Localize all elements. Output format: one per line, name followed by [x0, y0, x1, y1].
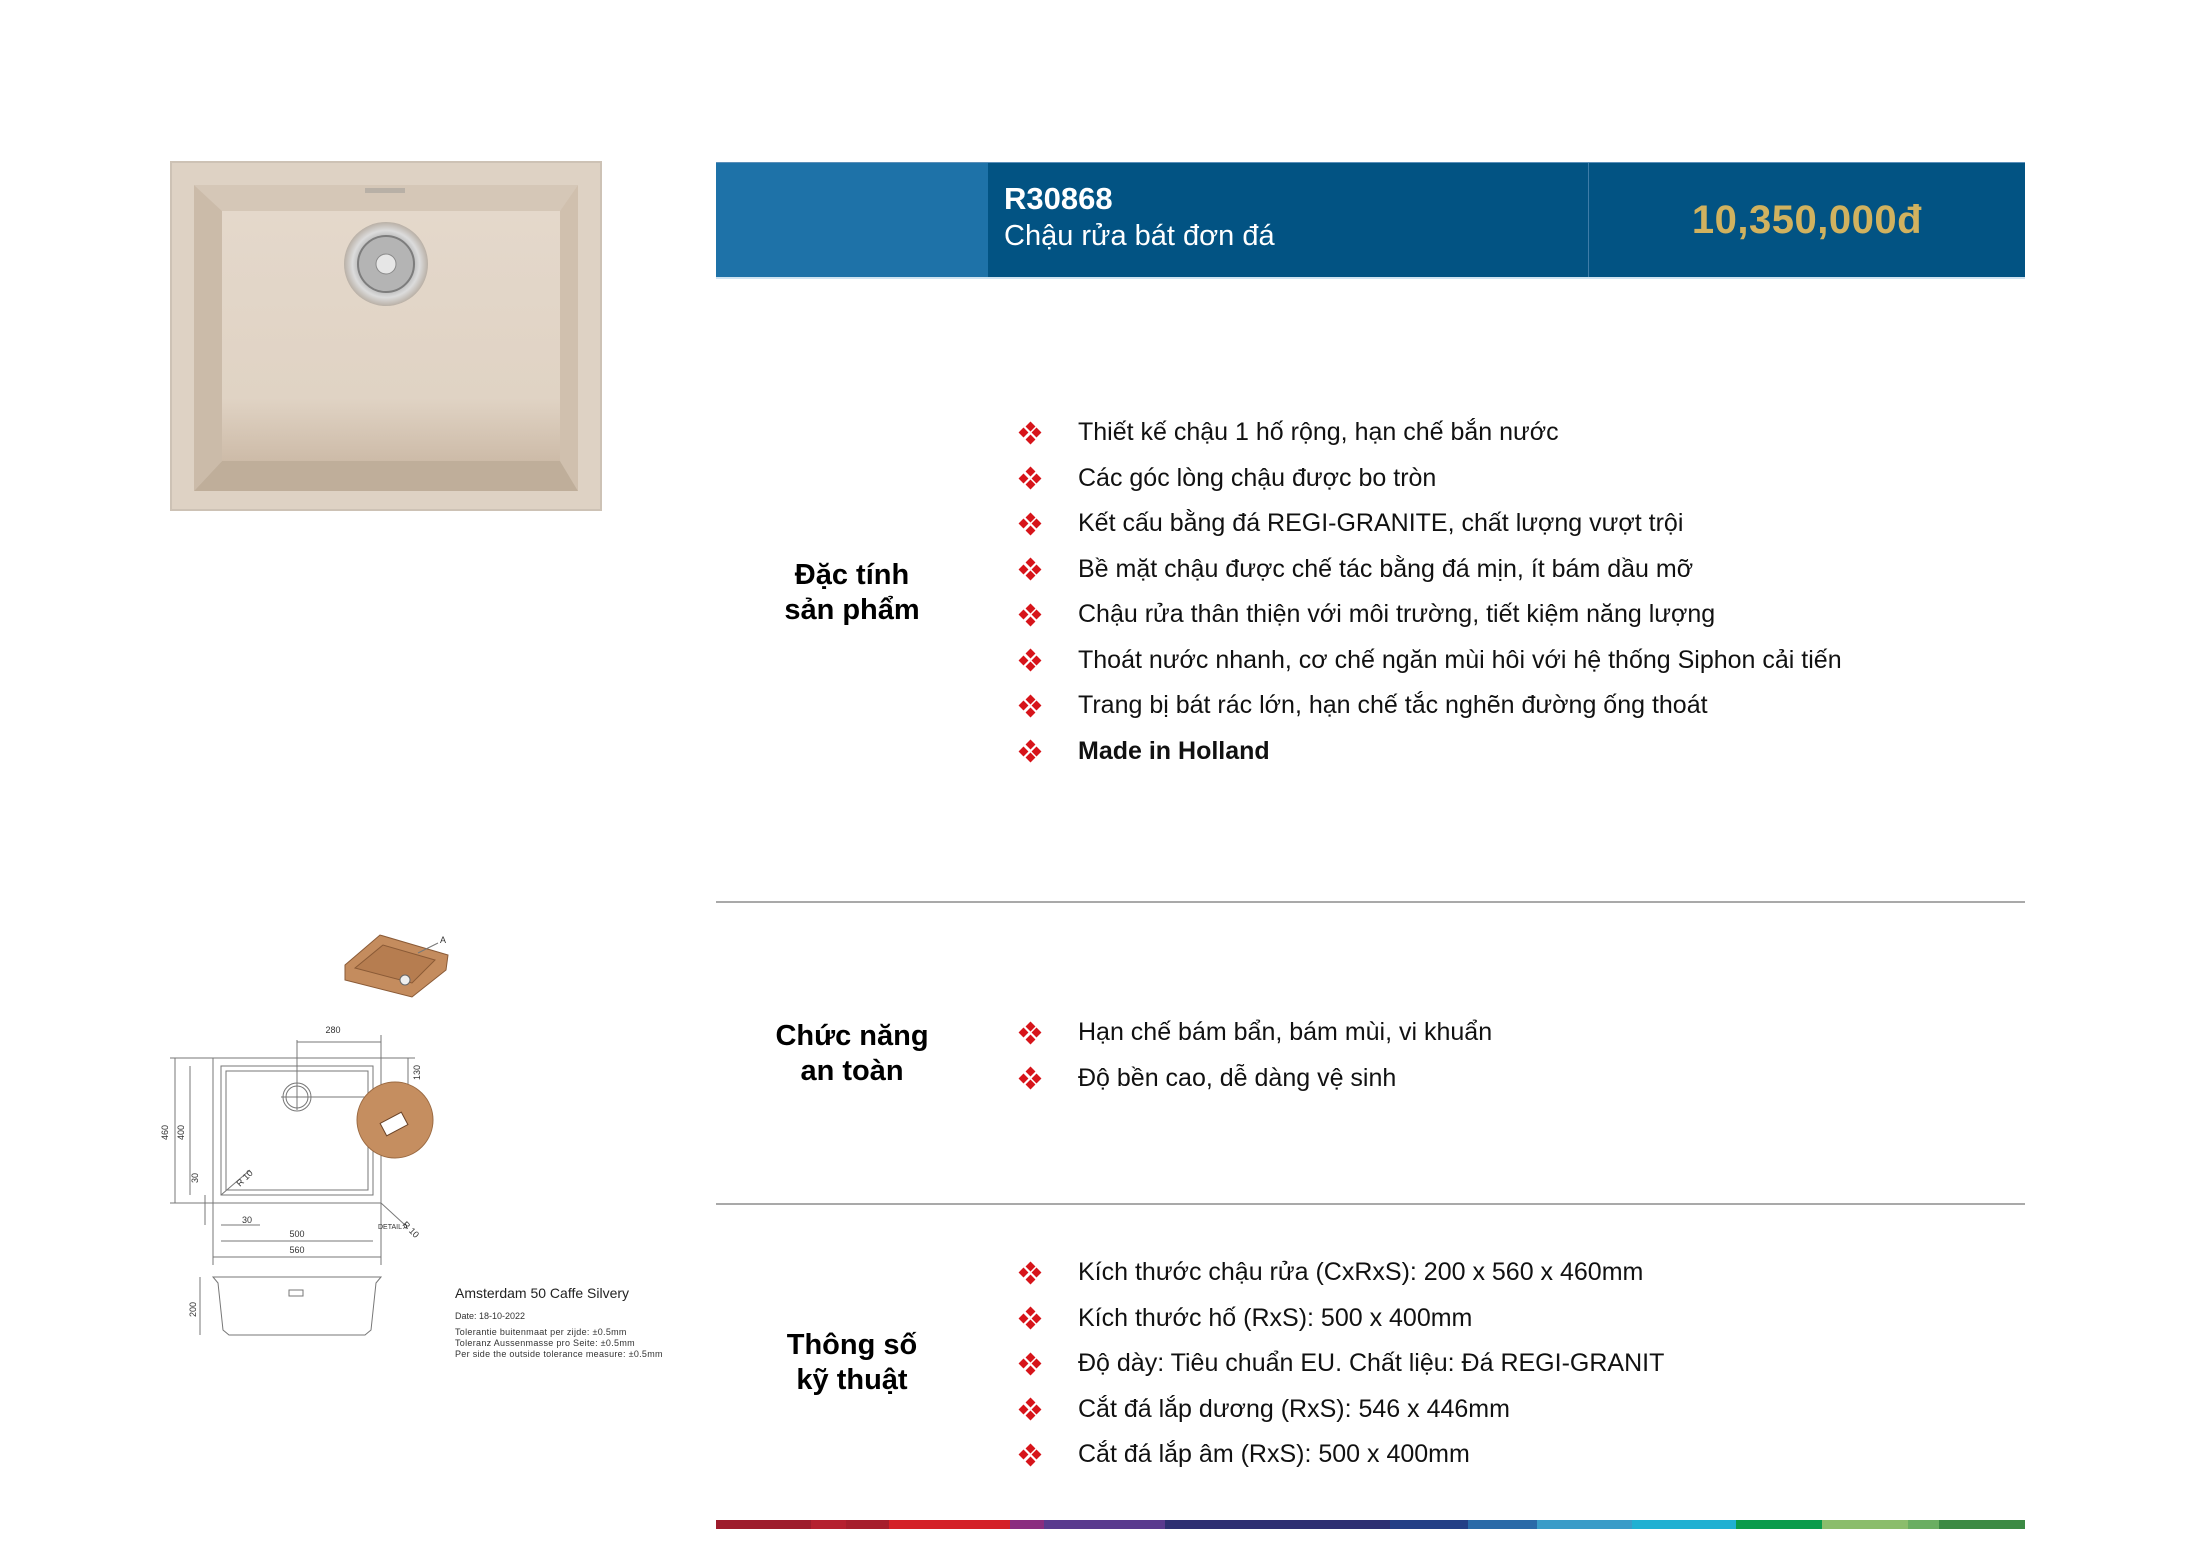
svg-text:R 10: R 10	[234, 1167, 255, 1189]
specs-list	[1018, 1250, 1664, 1478]
section-label-line: Chức năng	[775, 1020, 929, 1052]
svg-text:200: 200	[188, 1301, 198, 1317]
diamond-bullet-icon	[1020, 605, 1040, 625]
svg-text:560: 560	[289, 1245, 305, 1255]
origin-text: Made in Holland	[1078, 736, 1270, 765]
list-item: Độ bền cao, dễ dàng vệ sinh	[1018, 1056, 1492, 1102]
header-title-cell	[988, 163, 1589, 277]
header-price-cell	[1589, 163, 2025, 277]
svg-text:30: 30	[242, 1215, 253, 1225]
safety-list	[1018, 1010, 1492, 1101]
list-item: Hạn chế bám bẩn, bám mùi, vi khuẩn	[1018, 1010, 1492, 1056]
list-item	[1018, 729, 1842, 775]
header-accent-band	[716, 163, 988, 277]
product-name: Chậu rửa bát đơn đá	[1004, 220, 1275, 252]
section-label-line: an toàn	[800, 1055, 904, 1087]
diamond-bullet-icon	[1020, 1354, 1040, 1374]
diamond-bullet-icon	[1020, 514, 1040, 534]
section-divider	[716, 1203, 2025, 1205]
section-label-line: sản phẩm	[784, 594, 920, 626]
product-code: R30868	[1004, 181, 1113, 216]
section-label-line: kỹ thuật	[796, 1364, 908, 1396]
diamond-bullet-icon	[1020, 696, 1040, 716]
list-item: Cắt đá lắp âm (RxS): 500 x 400mm	[1018, 1432, 1664, 1478]
list-item: Thoát nước nhanh, cơ chế ngăn mùi hôi với hệ thống Siphon cải tiến	[1018, 638, 1842, 684]
svg-text:30: 30	[190, 1172, 200, 1183]
diamond-bullet-icon	[1020, 741, 1040, 761]
diamond-bullet-icon	[1020, 1399, 1040, 1419]
diamond-bullet-icon	[1020, 1023, 1040, 1043]
list-item: Độ dày: Tiêu chuẩn EU. Chất liệu: Đá REGI-GRANIT	[1018, 1341, 1664, 1387]
diamond-bullet-icon	[1020, 468, 1040, 488]
svg-text:DETAIL A: DETAIL A	[378, 1224, 408, 1231]
list-item: Trang bị bát rác lớn, hạn chế tắc nghẽn đường ống thoát	[1018, 683, 1842, 729]
svg-text:400: 400	[176, 1124, 186, 1140]
svg-text:500: 500	[289, 1229, 305, 1239]
product-header	[716, 162, 2025, 279]
section-label-specs	[742, 1328, 962, 1398]
section-divider	[716, 901, 2025, 903]
list-item: Kết cấu bằng đá REGI-GRANITE, chất lượng vượt trội	[1018, 501, 1842, 547]
diamond-bullet-icon	[1020, 1445, 1040, 1465]
list-item: Cắt đá lắp dương (RxS): 546 x 446mm	[1018, 1387, 1664, 1433]
list-item: Các góc lòng chậu được bo tròn	[1018, 456, 1842, 502]
section-label-safety	[742, 1019, 962, 1089]
diamond-bullet-icon	[1020, 423, 1040, 443]
list-item: Chậu rửa thân thiện với môi trường, tiết kiệm năng lượng	[1018, 592, 1842, 638]
drawing-model-name: Amsterdam 50 Caffe Silvery	[455, 1285, 630, 1301]
drawing-date: Date: 18-10-2022	[455, 1311, 526, 1321]
features-list	[1018, 410, 1842, 774]
list-item: Kích thước hố (RxS): 500 x 400mm	[1018, 1296, 1664, 1342]
drawing-caption	[455, 1285, 663, 1360]
diamond-bullet-icon	[1020, 1068, 1040, 1088]
svg-text:A: A	[440, 935, 447, 945]
drawing-tolerances: Tolerantie buitenmaat per zijde: ±0.5mm Toleranz Aussenmasse pro Seite: ±0.5mm Per side the outside tolerance measure: ±0.5mm	[455, 1327, 663, 1359]
svg-text:130: 130	[412, 1064, 422, 1080]
section-label-line: Thông số	[786, 1329, 918, 1361]
svg-text:R 10: R 10	[400, 1219, 422, 1240]
section-label-features	[742, 558, 962, 628]
section-label-line: Đặc tính	[794, 559, 910, 591]
diamond-bullet-icon	[1020, 1263, 1040, 1283]
list-item: Kích thước chậu rửa (CxRxS): 200 x 560 x 460mm	[1018, 1250, 1664, 1296]
list-item: Bề mặt chậu được chế tác bằng đá mịn, ít bám dầu mỡ	[1018, 547, 1842, 593]
svg-text:280: 280	[325, 1025, 341, 1035]
diamond-bullet-icon	[1020, 1308, 1040, 1328]
list-item: Thiết kế chậu 1 hố rộng, hạn chế bắn nước	[1018, 410, 1842, 456]
diamond-bullet-icon	[1020, 650, 1040, 670]
product-price: 10,350,000đ	[1691, 197, 1923, 242]
footer-color-bar	[716, 1520, 2025, 1529]
sink-photo-icon	[170, 161, 602, 511]
product-photo	[170, 161, 602, 511]
diamond-bullet-icon	[1020, 559, 1040, 579]
svg-text:460: 460	[160, 1124, 170, 1140]
